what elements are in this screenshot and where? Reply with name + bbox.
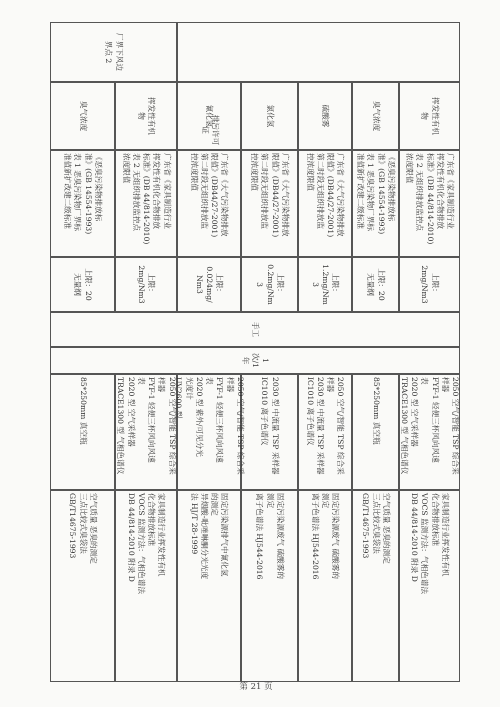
limit-cell [241,257,298,312]
limit-cell-text: 上限： 0.2mg/Nm 3 [255,264,285,305]
equipment-cell [352,374,399,490]
limit-cell [177,257,241,312]
analysis-method-cell-text: 空气质量 恶臭的测定 三点比较式臭袋法 GB/T14675-1993 [68,493,98,564]
monitoring-point-cell [50,22,177,82]
standard-cell-text: 广东省《家具制造行业 挥发性有机化合物排放 标准》(DB 44/814-2010) 表 2 无组织排放监控点 浓度限值 [121,153,172,245]
limit-cell-text: 上限：20 无量纲 [73,268,93,301]
pollutant-cell [115,82,177,150]
pollutant-cell [50,82,115,150]
analysis-method-cell [177,490,241,682]
standard-cell-text: 广东省《大气污染物排放 限值》(DB44/27-2001) 第二时段无组织排放监 控浓度限值 [189,153,230,238]
pollutant-cell-text: 氯化氢 [265,104,275,128]
pollutant-cell-text: 硫酸雾 [321,104,331,128]
equipment-cell-text: 2030 型 中流量 TSP 采样器 IC1010 离子色谱仪 [260,377,280,475]
limit-cell [115,257,177,312]
method-cell [50,312,460,347]
standard-cell [399,150,460,257]
permit-label-text: 排污许可证 [201,114,221,146]
monitoring-point-cell-empty [177,22,460,82]
standard-cell-text: 广东省《大气污染物排放 限值》(DB44/27-2001) 第二时段无组织排放监 控浓度限值 [250,153,290,238]
limit-cell [50,257,115,312]
analysis-method-cell [298,490,352,682]
equipment-cell [399,374,460,490]
analysis-method-cell-text: 空气质量 恶臭的测定 三点比较式臭袋法 GB/T14675-1993 [361,493,391,564]
standard-cell [352,150,399,257]
pollutant-cell-text: 挥发性有机 物 [420,97,440,135]
analysis-method-cell [352,490,399,682]
limit-cell-text: 上限： 2mg/Nm3 [137,265,157,304]
limit-cell-text: 上限： 1.2mg/Nm 3 [310,264,341,305]
standard-cell-text: 《恶臭污染物排放标 准》(GB 14554-1993) 表 1 恶臭污染物厂界标 准值新扩改建二级标准 [63,153,103,235]
standard-cell [177,150,241,257]
equipment-cell [174,374,245,490]
standard-cell-text: 《恶臭污染物排放标 准》(GB 14554-1993) 表 1 恶臭污染物厂界标 准值新扩改建二级标准 [356,153,396,235]
limit-cell [399,257,460,312]
pollutant-cell-text: 氰化氢 [205,104,215,128]
standard-cell [241,150,298,257]
equipment-cell [298,374,352,490]
equipment-cell [50,374,115,490]
standard-cell [50,150,115,257]
equipment-cell [241,374,298,490]
equipment-cell-text: 2050 空气/智能 TSP 综合采 样器 FYF-1 轻便三杯风向风速 表 2020 型 空气采样器 TRACE1300 型 气相色谱仪 [116,377,177,475]
pollutant-cell [298,82,352,150]
pollutant-cell-text: 臭气浓度 [78,100,88,132]
analysis-method-cell [50,490,115,682]
equipment-cell-text: 85*250mm 真空瓶 [78,377,88,445]
analysis-method-cell-text: 固定污染源排气中氰化氢 的测定 异烟酸-吡唑啉酮分光光度 法 HJ/T 28-1999 [189,493,230,580]
frequency-cell [50,347,460,374]
analysis-method-cell [241,490,298,682]
standard-cell-text: 广东省《家具制造行业 挥发性有机化合物排放 标准》(DB 44/814-2010) 表 2 无组织排放监控点 浓度限值 [405,153,456,245]
pollutant-cell [352,82,399,150]
analysis-method-cell-text: 固定污染源废气 硫酸雾的 测定 离子色谱法 HJ544-2016 [310,493,341,580]
monitoring-point-cell-text: 厂界下风边 界点 2 [104,33,124,71]
limit-cell-text: 上限： 2mg/Nm3 [420,265,440,304]
analysis-method-cell-text: 家具制造行业挥发性有机 化合物排放标准 VOCS 监测方法：气相色谱法 DB 44/814-2010 附录 D [410,493,450,594]
limit-cell [298,257,352,312]
pollutant-cell-text: 挥发性有机 物 [137,97,157,135]
analysis-method-cell [115,490,177,682]
limit-cell [352,257,399,312]
limit-cell-text: 上限： 0.024mg/ Nm3 [194,266,225,303]
analysis-method-cell-text: 固定污染源废气 硫酸雾的 测定 离子色谱法 HJ544-2016 [255,493,285,580]
standard-cell [298,150,352,257]
frequency-cell-text: 1 次/1 年 [240,353,271,368]
monitoring-table [50,22,460,682]
equipment-cell-text: 2050 空气/智能 TSP 综合采 样器 2030 型 中流量 TSP 采样器 IC1010 离子色谱仪 [305,377,346,475]
equipment-cell [115,374,177,490]
page-number: 第 21 页 [239,682,273,692]
standard-cell-text: 广东省《大气污染物排放 限值》(DB44/27-2001) 第二时段无组织排放监 控浓度限值 [305,153,346,238]
limit-cell-text: 上限：20 无量纲 [366,268,386,301]
analysis-method-cell [399,490,460,682]
permit-label [201,110,219,150]
standard-cell [115,150,177,257]
method-cell-text: 手工 [251,321,261,338]
equipment-cell-text: 2050 空气/智能 TSP 综合采 样器 FYF-1 轻便三杯风向风速 表 2020 型 紫外/可见分光 光度计 UV2600 型 [174,377,245,475]
analysis-method-cell-text: 家具制造行业挥发性有机 化合物排放标准 VOCS 监测方法：气相色谱法 DB 44/814-2010 附录 D [126,493,167,594]
equipment-cell-text: 85*250mm 真空瓶 [371,377,381,445]
equipment-cell-text: 2050 空气/智能 TSP 综合采 样器 FYF-1 轻便三杯风向风速 表 2020 型 空气采样器 TRACE1300 型 气相色谱仪 [400,377,461,475]
pollutant-cell-text: 臭气浓度 [371,100,381,132]
pollutant-cell [399,82,460,150]
pollutant-cell [241,82,298,150]
